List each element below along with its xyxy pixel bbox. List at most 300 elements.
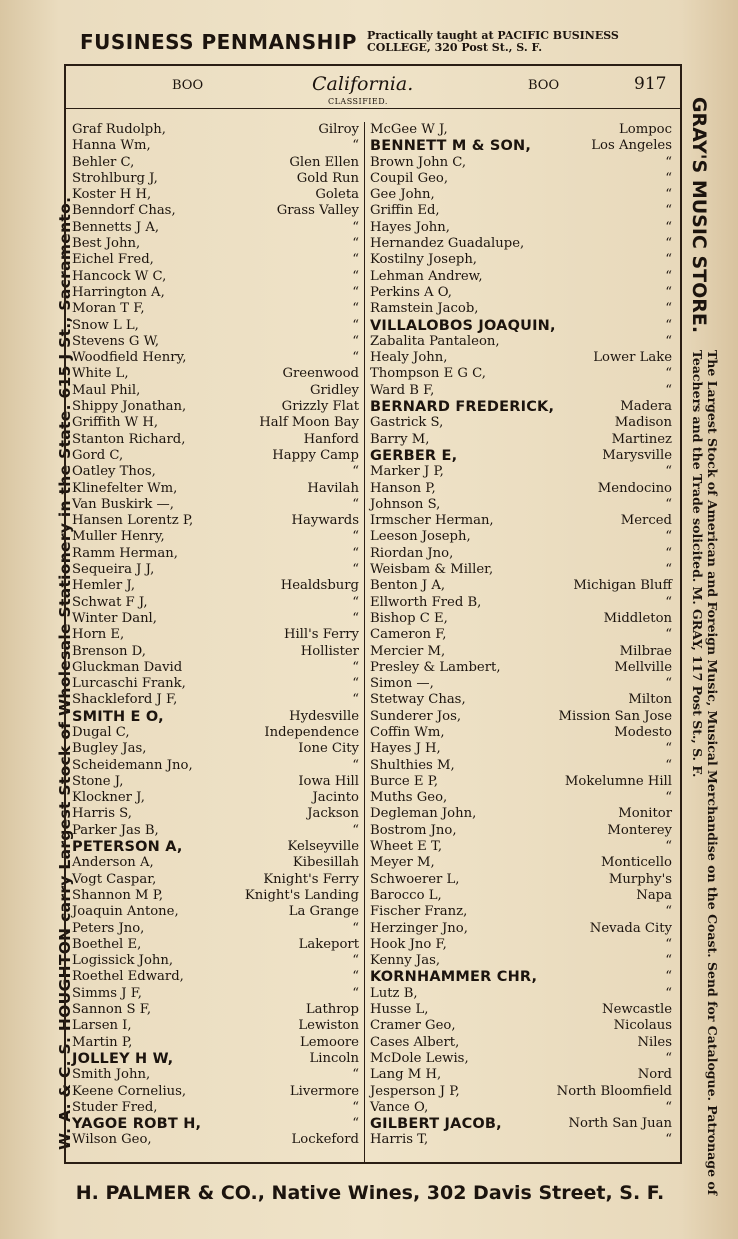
list-item [72, 203, 359, 219]
entry-place: Monterey [607, 822, 672, 838]
entry-place: “ [352, 301, 359, 317]
list-item [72, 220, 359, 236]
entry-place: Hill's Ferry [283, 627, 359, 643]
right-ad-title-box [685, 85, 713, 345]
entry-name: Perkins A O, [370, 284, 452, 300]
entry-place: “ [352, 659, 359, 675]
entry-place: “ [665, 464, 672, 480]
entry-place: “ [352, 545, 359, 561]
entry-place: Madera [620, 399, 672, 415]
list-item [72, 823, 359, 839]
entry-name: Hook Jno F, [370, 936, 447, 952]
list-item [72, 1067, 359, 1083]
list-item [370, 709, 672, 725]
entry-name: Hayes John, [370, 219, 450, 235]
entry-name: Best John, [72, 236, 141, 252]
list-item [370, 138, 672, 154]
entry-name: Marker J P, [370, 464, 444, 480]
list-item [370, 529, 672, 545]
entry-name: Gastrick S, [370, 415, 444, 431]
entry-place: “ [665, 790, 672, 806]
list-item [72, 676, 359, 692]
entry-name: Behler C, [72, 154, 135, 170]
entry-name: Hansen Lorentz P, [72, 513, 194, 529]
entry-name: Strohlburg J, [72, 170, 158, 186]
list-item [370, 986, 672, 1002]
header-right-word: BOO [528, 78, 560, 93]
entry-place: Livermore [289, 1083, 359, 1099]
entry-place: Grass Valley [276, 203, 359, 219]
entry-place: Mission San Jose [558, 708, 672, 724]
entry-name: Bishop C E, [370, 610, 448, 626]
list-item [72, 546, 359, 562]
entry-name: Jesperson J P, [370, 1083, 460, 1099]
header-left-word: BOO [172, 78, 204, 93]
entry-name: Smith John, [72, 1067, 151, 1083]
entry-place: North Bloomfield [556, 1083, 672, 1099]
entry-place: “ [665, 252, 672, 268]
entry-name: Studer Fred, [72, 1099, 158, 1115]
list-item [370, 562, 672, 578]
list-item [72, 692, 359, 708]
entry-name: Muths Geo, [370, 790, 448, 806]
entry-place: “ [352, 676, 359, 692]
entry-place: “ [665, 627, 672, 643]
list-item [370, 285, 672, 301]
list-item [72, 138, 359, 154]
entry-place: Michigan Bluff [573, 578, 672, 594]
entry-name: Zabalita Pantaleon, [370, 333, 500, 349]
list-item [72, 1035, 359, 1051]
entry-place: “ [665, 1050, 672, 1066]
entry-name: Joaquin Antone, [72, 904, 179, 920]
list-item [370, 1035, 672, 1051]
entry-place: “ [665, 545, 672, 561]
entry-place: “ [352, 953, 359, 969]
entry-name: Lehman Andrew, [370, 268, 483, 284]
right-column [370, 122, 672, 1149]
entry-name: GILBERT JACOB, [370, 1116, 502, 1133]
page-number: 917 [634, 74, 667, 94]
entry-place: “ [352, 985, 359, 1001]
list-item [370, 1084, 672, 1100]
list-item [72, 1132, 359, 1148]
list-item [72, 448, 359, 464]
entry-place: Jacinto [312, 790, 359, 806]
entry-name: Coupil Geo, [370, 170, 449, 186]
entry-place: “ [665, 301, 672, 317]
entry-place: Nevada City [589, 920, 672, 936]
list-item [72, 252, 359, 268]
entry-name: Mercier M, [370, 643, 446, 659]
list-item [72, 986, 359, 1002]
entry-place: “ [665, 741, 672, 757]
list-item [72, 904, 359, 920]
list-item [72, 578, 359, 594]
list-item [72, 774, 359, 790]
entry-name: Herzinger Jno, [370, 920, 468, 936]
entry-place: Lewiston [298, 1018, 359, 1034]
entry-name: Harris T, [370, 1132, 429, 1148]
entry-name: Simon —, [370, 676, 434, 692]
entry-place: Middleton [603, 610, 672, 626]
list-item [72, 660, 359, 676]
entry-place: Grizzly Flat [281, 399, 359, 415]
entry-name: Schwat F J, [72, 594, 148, 610]
right-ad-body: The Largest Stock of American and Foreign Music, Musical Merchandise on the Coast. Send for Catalogue. Patronage of Teachers and the Trade solicited. M. GRAY, 117 Post St., S. F. [690, 350, 720, 1196]
list-item [370, 1100, 672, 1116]
left-column [72, 122, 359, 1149]
entry-place: “ [665, 333, 672, 349]
entry-name: Benndorf Chas, [72, 203, 176, 219]
entry-place: “ [665, 219, 672, 235]
entry-place: “ [665, 839, 672, 855]
entry-name: Degleman John, [370, 806, 477, 822]
top-ad-text: Practically taught at PACIFIC BUSINESS COLLEGE, 320 Post St., S. F. [366, 29, 619, 54]
entry-place: “ [352, 496, 359, 512]
entry-place: “ [352, 464, 359, 480]
entry-place: North San Juan [568, 1116, 672, 1132]
list-item [72, 415, 359, 431]
list-item [72, 171, 359, 187]
entry-name: Benton J A, [370, 578, 446, 594]
list-item [370, 921, 672, 937]
entry-place: Madison [614, 415, 672, 431]
entry-place: Havilah [307, 480, 359, 496]
list-item [370, 203, 672, 219]
entry-name: Martin P, [72, 1034, 133, 1050]
list-item [72, 464, 359, 480]
list-item [370, 481, 672, 497]
entry-place: Lockeford [291, 1132, 359, 1148]
list-item [72, 301, 359, 317]
entry-place: Lincoln [309, 1050, 359, 1066]
entry-name: Brown John C, [370, 154, 467, 170]
entry-place: “ [665, 366, 672, 382]
entry-name: Meyer M, [370, 855, 435, 871]
entry-name: Anderson A, [72, 855, 154, 871]
entry-place: Independence [264, 724, 359, 740]
entry-place: “ [352, 692, 359, 708]
entry-name: Kenny Jas, [370, 953, 441, 969]
right-ad-title: GRAY'S MUSIC STORE. [688, 96, 710, 334]
entry-place: Lathrop [305, 1002, 359, 1018]
entry-place: “ [665, 187, 672, 203]
entry-place: Iowa Hill [298, 773, 359, 789]
entry-place: “ [352, 969, 359, 985]
entry-name: Riordan Jno, [370, 545, 454, 561]
entry-name: PETERSON A, [72, 839, 183, 856]
list-item [370, 155, 672, 171]
entry-name: Lang M H, [370, 1067, 442, 1083]
entry-place: “ [665, 203, 672, 219]
list-item [72, 627, 359, 643]
column-divider [364, 122, 365, 1162]
entry-name: Hemler J, [72, 578, 136, 594]
entry-name: Cramer Geo, [370, 1018, 456, 1034]
entry-place: “ [665, 268, 672, 284]
entry-place: Napa [636, 887, 672, 903]
list-item [370, 432, 672, 448]
list-item [370, 774, 672, 790]
entry-place: Haywards [291, 513, 359, 529]
list-item [370, 872, 672, 888]
entry-place: “ [665, 562, 672, 578]
list-item [370, 806, 672, 822]
list-item [370, 888, 672, 904]
list-item [72, 758, 359, 774]
entry-place: Lakeport [298, 936, 359, 952]
list-item [370, 725, 672, 741]
list-item [72, 497, 359, 513]
entry-name: Bostrom Jno, [370, 822, 457, 838]
entry-place: Knight's Landing [244, 887, 359, 903]
entry-place: Hanford [303, 431, 359, 447]
entry-place: Goleta [315, 187, 359, 203]
right-ad-body-box [680, 350, 720, 1230]
entry-place: “ [352, 219, 359, 235]
entry-name: Woodfield Henry, [72, 350, 187, 366]
entry-place: “ [665, 382, 672, 398]
list-item [370, 904, 672, 920]
entry-place: Murphy's [608, 871, 672, 887]
entry-name: Barocco L, [370, 887, 442, 903]
entry-place: “ [352, 529, 359, 545]
entry-name: Muller Henry, [72, 529, 165, 545]
entry-name: Griffin Ed, [370, 203, 440, 219]
list-item [370, 823, 672, 839]
entry-place: Modesto [614, 724, 672, 740]
entry-place: Newcastle [602, 1002, 672, 1018]
list-item [72, 921, 359, 937]
entry-name: Boethel E, [72, 936, 142, 952]
entry-place: Happy Camp [272, 447, 359, 463]
entry-place: Mendocino [597, 480, 672, 496]
entry-name: Fischer Franz, [370, 904, 468, 920]
list-item [72, 513, 359, 529]
entry-name: Harrington A, [72, 284, 165, 300]
entry-place: Hollister [300, 643, 359, 659]
entry-place: “ [352, 822, 359, 838]
list-item [72, 1100, 359, 1116]
entry-place: “ [352, 562, 359, 578]
entry-name: Logissick John, [72, 953, 174, 969]
entry-name: Eichel Fred, [72, 252, 154, 268]
entry-place: Glen Ellen [289, 154, 359, 170]
list-item [370, 790, 672, 806]
entry-name: Leeson Joseph, [370, 529, 471, 545]
list-item [370, 644, 672, 660]
entry-place: Los Angeles [591, 138, 672, 154]
list-item [370, 334, 672, 350]
list-item [72, 1084, 359, 1100]
entry-place: Healdsburg [280, 578, 359, 594]
entry-place: Nord [637, 1067, 672, 1083]
entry-place: “ [352, 252, 359, 268]
list-item [72, 709, 359, 725]
top-advertisement [80, 28, 680, 56]
list-item [72, 383, 359, 399]
entry-name: VILLALOBOS JOAQUIN, [370, 317, 556, 334]
list-item [72, 269, 359, 285]
entry-name: Hanna Wm, [72, 138, 151, 154]
entry-place: “ [352, 610, 359, 626]
left-margin-advertisement: W. A. & C. S. HOUGHTON carry Largest Stock of Wholesale Stationery in the State. 615 J St., Sacramento. [56, 196, 74, 1150]
list-item [370, 839, 672, 855]
entry-place: “ [665, 284, 672, 300]
list-item [72, 595, 359, 611]
entry-name: Thompson E G C, [370, 366, 486, 382]
top-ad-headline: FUSINESS PENMANSHIP [80, 30, 357, 54]
entry-place: “ [352, 138, 359, 154]
entry-name: Barry M, [370, 431, 430, 447]
list-item [370, 758, 672, 774]
entry-place: Gilroy [318, 122, 359, 137]
entry-name: Sunderer Jos, [370, 708, 462, 724]
entry-name: Griffith W H, [72, 415, 159, 431]
list-item [370, 171, 672, 187]
entry-name: Oatley Thos, [72, 464, 156, 480]
entry-name: Hayes J H, [370, 741, 441, 757]
list-item [370, 269, 672, 285]
entry-name: Larsen I, [72, 1018, 132, 1034]
list-item [72, 1116, 359, 1132]
list-item [72, 806, 359, 822]
entry-name: McDole Lewis, [370, 1050, 469, 1066]
list-item [72, 1002, 359, 1018]
entry-place: “ [352, 317, 359, 333]
list-item [72, 872, 359, 888]
list-item [370, 855, 672, 871]
list-item [72, 432, 359, 448]
entry-place: “ [352, 757, 359, 773]
entry-name: Husse L, [370, 1002, 429, 1018]
list-item [370, 301, 672, 317]
list-item [370, 366, 672, 382]
entry-name: KORNHAMMER CHR, [370, 969, 538, 986]
entry-name: Weisbam & Miller, [370, 562, 494, 578]
entry-place: “ [352, 594, 359, 610]
entry-place: “ [665, 953, 672, 969]
entry-name: Snow L L, [72, 317, 139, 333]
entry-name: Vance O, [370, 1099, 429, 1115]
entry-name: Koster H H, [72, 187, 152, 203]
entry-name: Moran T F, [72, 301, 145, 317]
entry-name: Sannon S F, [72, 1002, 152, 1018]
entry-name: Gee John, [370, 187, 435, 203]
list-item [370, 497, 672, 513]
list-item [72, 187, 359, 203]
entry-place: “ [352, 268, 359, 284]
entry-name: Hernandez Guadalupe, [370, 236, 525, 252]
entry-name: Hanson P, [370, 480, 436, 496]
list-item [370, 1002, 672, 1018]
page-title: California. [312, 73, 414, 95]
entry-name: Lurcaschi Frank, [72, 676, 186, 692]
entry-place: “ [665, 985, 672, 1001]
list-item [370, 513, 672, 529]
entry-name: SMITH E O, [72, 708, 164, 725]
entry-place: Niles [637, 1034, 672, 1050]
entry-place: “ [352, 333, 359, 349]
header-classified: CLASSIFIED. [328, 97, 388, 106]
entry-name: Sequeira J J, [72, 562, 155, 578]
list-item [72, 725, 359, 741]
list-item [72, 562, 359, 578]
list-item [72, 953, 359, 969]
page-header [66, 68, 680, 109]
entry-name: Roethel Edward, [72, 969, 184, 985]
entry-place: Monitor [618, 806, 672, 822]
entry-name: Bennetts J A, [72, 219, 160, 235]
list-item [370, 220, 672, 236]
entry-name: Winter Danl, [72, 610, 157, 626]
list-item [370, 236, 672, 252]
entry-name: Cases Albert, [370, 1034, 460, 1050]
entry-name: Harris S, [72, 806, 132, 822]
entry-place: Milbrae [619, 643, 672, 659]
list-item [370, 448, 672, 464]
list-item [370, 546, 672, 562]
entry-place: Mellville [614, 659, 672, 675]
list-item [370, 464, 672, 480]
entry-name: JOLLEY H W, [72, 1050, 174, 1067]
entry-place: “ [352, 236, 359, 252]
entry-name: Wilson Geo, [72, 1132, 152, 1148]
list-item [72, 334, 359, 350]
list-item [370, 415, 672, 431]
entry-place: “ [665, 594, 672, 610]
entry-name: Peters Jno, [72, 920, 145, 936]
entry-place: “ [665, 676, 672, 692]
entry-place: “ [352, 920, 359, 936]
entry-name: Maul Phil, [72, 382, 141, 398]
list-item [72, 366, 359, 382]
entry-place: “ [352, 350, 359, 366]
entry-place: Greenwood [282, 366, 359, 382]
entry-name: Shippy Jonathan, [72, 399, 187, 415]
entry-place: Lower Lake [593, 350, 672, 366]
entry-name: Shannon M P, [72, 887, 164, 903]
entry-name: Lutz B, [370, 985, 418, 1001]
entry-place: Kelseyville [287, 839, 359, 855]
entry-place: “ [665, 1132, 672, 1148]
list-item [72, 644, 359, 660]
entry-place: Gridley [310, 382, 359, 398]
list-item [370, 937, 672, 953]
entry-name: Ellworth Fred B, [370, 594, 482, 610]
entry-name: Gord C, [72, 447, 124, 463]
entry-name: Graf Rudolph, [72, 122, 166, 137]
entry-place: “ [352, 1116, 359, 1132]
entry-name: YAGOE ROBT H, [72, 1116, 202, 1133]
entry-place: Nicolaus [613, 1018, 672, 1034]
entry-place: “ [665, 936, 672, 952]
entry-name: Ramm Herman, [72, 545, 178, 561]
list-item [72, 529, 359, 545]
list-item [370, 1116, 672, 1132]
entry-place: “ [665, 236, 672, 252]
list-item [370, 1051, 672, 1067]
list-item [72, 969, 359, 985]
entry-place: Marysville [602, 447, 672, 463]
entry-place: Hydesville [289, 708, 359, 724]
entry-name: BENNETT M & SON, [370, 138, 532, 155]
entry-name: Ramstein Jacob, [370, 301, 479, 317]
list-item [72, 888, 359, 904]
entry-name: Brenson D, [72, 643, 146, 659]
entry-name: Stetway Chas, [370, 692, 466, 708]
